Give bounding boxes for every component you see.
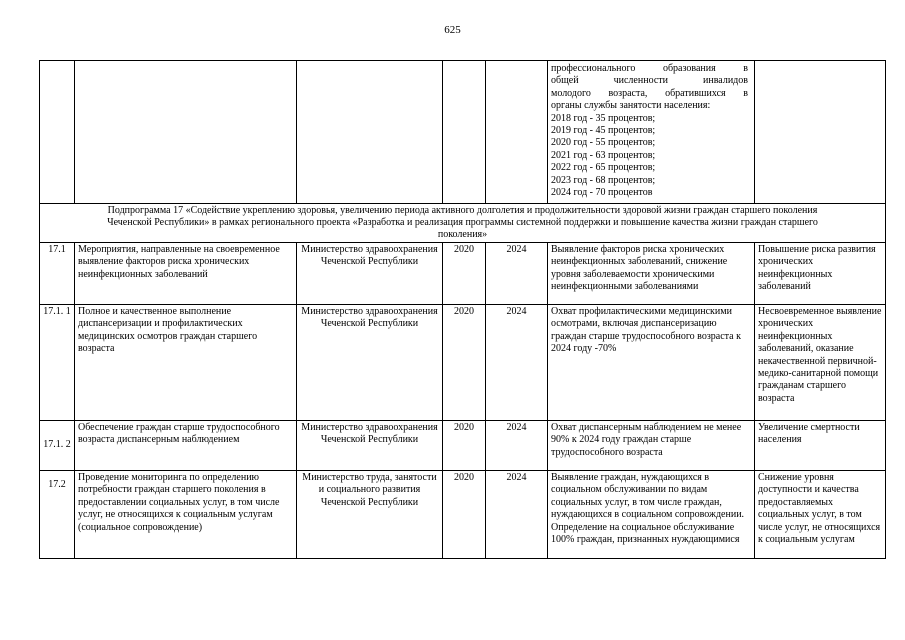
row-result: Охват диспансерным наблюдением не менее 90% к 2024 году граждан старше трудоспособного возраста	[548, 421, 755, 471]
continuation-line: общей численности инвалидов	[551, 75, 748, 87]
row-end-year: 2024	[486, 471, 548, 559]
continuation-end-cell	[486, 61, 548, 204]
continuation-executor-cell	[297, 61, 443, 204]
subprogram-header	[40, 204, 886, 243]
continuation-line: 2020 год - 55 процентов;	[551, 137, 656, 149]
row-measure: Проведение мониторинга по определению потребности граждан старшего поколения в предоставлении социальных услуг, в том числе услуг, не относящихся к социальным услугам (социальное сопровождение)	[75, 471, 297, 559]
row-start-year: 2020	[443, 471, 486, 559]
row-result: Охват профилактическими медицинскими осмотрами, включая диспансеризацию граждан старше трудоспособного возраста к 2024 году -70%	[548, 305, 755, 421]
row-executor: Министерство здравоохранения Чеченской Республики	[297, 421, 443, 471]
continuation-line: 2021 год - 63 процентов;	[551, 149, 656, 161]
continuation-measure-cell	[75, 61, 297, 204]
row-consequence: Увеличение смертности населения	[755, 421, 886, 471]
row-number: 17.1. 1	[40, 305, 75, 421]
row-measure: Обеспечение граждан старше трудоспособного возраста диспансерным наблюдением	[75, 421, 297, 471]
row-number: 17.1. 2	[40, 421, 75, 471]
continuation-line: 2019 год - 45 процентов;	[551, 125, 656, 137]
subprogram-title-line: Подпрограмма 17 «Содействие укреплению здоровья, увеличению периода активного долголетия и продолжительности здоровой жизни граждан старшего поколения	[107, 205, 818, 216]
continuation-line: 2023 год - 68 процентов;	[551, 174, 656, 186]
row-number: 17.1	[40, 243, 75, 305]
table-row	[40, 471, 886, 559]
continuation-line: органы службы занятости населения:	[551, 100, 711, 112]
row-start-year: 2020	[443, 243, 486, 305]
page-number: 625	[444, 24, 461, 36]
continuation-start-cell	[443, 61, 486, 204]
continuation-line: молодого возраста, обратившихся в	[551, 87, 748, 99]
row-consequence: Несвоевременное выявление хронических неинфекционных заболеваний, оказание некачественной первичной-медико-санитарной помощи гражданам старшего возраста	[755, 305, 886, 421]
row-number: 17.2	[40, 471, 75, 559]
continuation-line: 2024 год - 70 процентов	[551, 187, 653, 199]
subprogram-title-line: поколения»	[437, 229, 488, 240]
table-row	[40, 305, 886, 421]
row-executor: Министерство здравоохранения Чеченской Республики	[297, 305, 443, 421]
row-executor: Министерство здравоохранения Чеченской Республики	[297, 243, 443, 305]
row-consequence: Повышение риска развития хронических неинфекционных заболеваний	[755, 243, 886, 305]
row-result: Выявление факторов риска хронических неинфекционных заболеваний, снижение уровня заболеваемости хроническими неинфекционными заболеваниями	[548, 243, 755, 305]
continuation-result-cell	[548, 61, 755, 204]
table-row	[40, 421, 886, 471]
continuation-line: профессионального образования в	[551, 63, 748, 74]
row-start-year: 2020	[443, 421, 486, 471]
subprogram-header-row	[40, 204, 886, 243]
continuation-num-cell	[40, 61, 75, 204]
row-result: Выявление граждан, нуждающихся в социальном обслуживании по видам социальных услуг, в том числе граждан, нуждающихся в социальном сопровождении. Определение на социальное обслуживание 100% граждан, признанных нуждающимися	[548, 471, 755, 559]
row-consequence: Снижение уровня доступности и качества предоставляемых социальных услуг, в том числе услуг, не относящихся к социальным услугам	[755, 471, 886, 559]
subprogram-title-line: Чеченской Республики» в рамках регионального проекта «Разработка и реализация программы системной поддержки и повышение качества жизни граждан старшего	[107, 217, 818, 228]
row-end-year: 2024	[486, 243, 548, 305]
continuation-consequence-cell	[755, 61, 886, 204]
row-start-year: 2020	[443, 305, 486, 421]
continuation-row	[40, 61, 886, 204]
continuation-line: 2018 год - 35 процентов;	[551, 112, 656, 124]
continuation-line: 2022 год - 65 процентов;	[551, 162, 656, 174]
row-end-year: 2024	[486, 305, 548, 421]
row-measure: Мероприятия, направленные на своевременное выявление факторов риска хронических неинфекционных заболеваний	[75, 243, 297, 305]
program-table	[39, 60, 886, 559]
table-row	[40, 243, 886, 305]
row-end-year: 2024	[486, 421, 548, 471]
row-executor: Министерство труда, занятости и социального развития Чеченской Республики	[297, 471, 443, 559]
row-measure: Полное и качественное выполнение диспансеризации и профилактических медицинских осмотров граждан старшего возраста	[75, 305, 297, 421]
